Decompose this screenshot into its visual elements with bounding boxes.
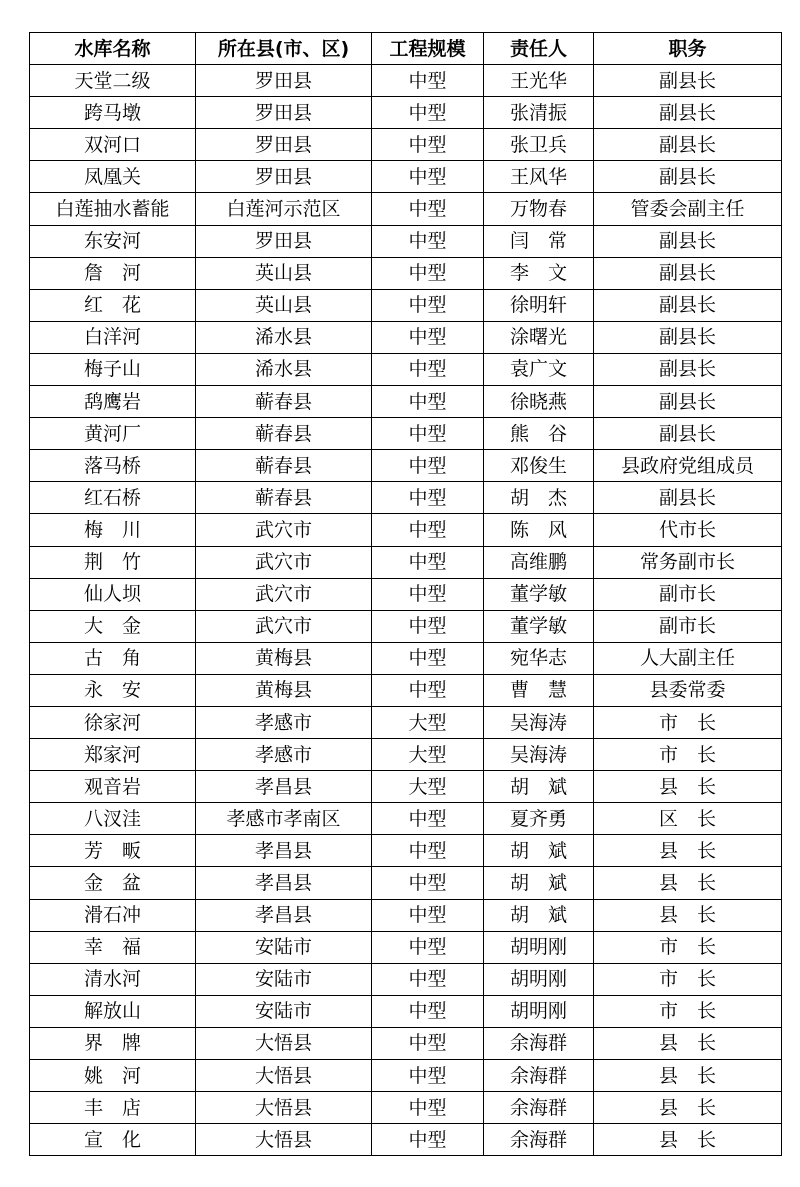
cell-county: 罗田县 [196,97,372,129]
cell-reservoir: 黄河厂 [30,418,196,450]
cell-reservoir: 红石桥 [30,482,196,514]
cell-reservoir: 荆 竹 [30,546,196,578]
cell-position: 副县长 [594,161,782,193]
table-row [30,642,782,674]
cell-person: 张卫兵 [484,129,594,161]
cell-person: 胡 斌 [484,899,594,931]
cell-scale: 大型 [372,739,484,771]
header-reservoir: 水库名称 [30,33,196,65]
cell-scale: 中型 [372,450,484,482]
table-row [30,1124,782,1156]
cell-person: 余海群 [484,1124,594,1156]
table-row [30,450,782,482]
cell-person: 熊 谷 [484,418,594,450]
cell-reservoir: 梅 川 [30,514,196,546]
cell-scale: 中型 [372,353,484,385]
cell-scale: 中型 [372,225,484,257]
cell-scale: 中型 [372,129,484,161]
table-row [30,546,782,578]
cell-position: 县 长 [594,899,782,931]
cell-reservoir: 宣 化 [30,1124,196,1156]
cell-reservoir: 徐家河 [30,706,196,738]
cell-person: 胡 斌 [484,835,594,867]
cell-scale: 中型 [372,321,484,353]
header-county: 所在县(市、区) [196,33,372,65]
cell-person: 吴海涛 [484,739,594,771]
table-row [30,514,782,546]
cell-county: 武穴市 [196,578,372,610]
cell-reservoir: 白莲抽水蓄能 [30,193,196,225]
cell-county: 浠水县 [196,321,372,353]
cell-person: 胡明刚 [484,931,594,963]
cell-county: 大悟县 [196,1060,372,1092]
cell-reservoir: 鸹鹰岩 [30,386,196,418]
cell-scale: 大型 [372,706,484,738]
cell-person: 胡 斌 [484,771,594,803]
cell-scale: 中型 [372,1092,484,1124]
cell-person: 夏齐勇 [484,803,594,835]
cell-position: 副市长 [594,610,782,642]
cell-reservoir: 解放山 [30,995,196,1027]
cell-scale: 中型 [372,65,484,97]
cell-scale: 中型 [372,161,484,193]
cell-position: 副县长 [594,289,782,321]
cell-person: 胡 斌 [484,867,594,899]
cell-reservoir: 滑石冲 [30,899,196,931]
cell-county: 武穴市 [196,546,372,578]
cell-reservoir: 落马桥 [30,450,196,482]
table-row [30,129,782,161]
cell-person: 陈 风 [484,514,594,546]
cell-scale: 大型 [372,771,484,803]
table-row [30,610,782,642]
cell-reservoir: 清水河 [30,963,196,995]
cell-position: 市 长 [594,739,782,771]
table-row [30,931,782,963]
table-row [30,353,782,385]
table-row [30,835,782,867]
cell-person: 董学敏 [484,578,594,610]
cell-reservoir: 梅子山 [30,353,196,385]
table-row [30,1092,782,1124]
cell-position: 市 长 [594,706,782,738]
cell-position: 市 长 [594,963,782,995]
cell-reservoir: 天堂二级 [30,65,196,97]
cell-reservoir: 白洋河 [30,321,196,353]
cell-scale: 中型 [372,995,484,1027]
table-row [30,289,782,321]
cell-county: 武穴市 [196,514,372,546]
cell-reservoir: 金 盆 [30,867,196,899]
table-row [30,225,782,257]
cell-position: 市 长 [594,995,782,1027]
table-row [30,321,782,353]
cell-county: 黄梅县 [196,642,372,674]
cell-person: 邓俊生 [484,450,594,482]
cell-scale: 中型 [372,610,484,642]
cell-county: 安陆市 [196,995,372,1027]
cell-county: 孝感市孝南区 [196,803,372,835]
table-row [30,1060,782,1092]
cell-reservoir: 芳 畈 [30,835,196,867]
cell-reservoir: 幸 福 [30,931,196,963]
cell-county: 孝昌县 [196,867,372,899]
cell-scale: 中型 [372,1124,484,1156]
cell-person: 徐明轩 [484,289,594,321]
cell-scale: 中型 [372,867,484,899]
cell-position: 副县长 [594,257,782,289]
table-row [30,65,782,97]
cell-position: 县 长 [594,1092,782,1124]
cell-position: 县 长 [594,835,782,867]
cell-person: 王光华 [484,65,594,97]
table-row [30,771,782,803]
cell-county: 武穴市 [196,610,372,642]
table-row [30,803,782,835]
cell-person: 袁广文 [484,353,594,385]
cell-person: 胡 杰 [484,482,594,514]
cell-reservoir: 郑家河 [30,739,196,771]
cell-scale: 中型 [372,482,484,514]
cell-scale: 中型 [372,386,484,418]
cell-position: 县 长 [594,867,782,899]
cell-person: 万物春 [484,193,594,225]
cell-person: 余海群 [484,1027,594,1059]
cell-county: 蕲春县 [196,450,372,482]
cell-reservoir: 东安河 [30,225,196,257]
cell-county: 罗田县 [196,225,372,257]
cell-position: 县委常委 [594,674,782,706]
cell-county: 罗田县 [196,129,372,161]
table-row [30,995,782,1027]
cell-reservoir: 凤凰关 [30,161,196,193]
cell-scale: 中型 [372,578,484,610]
table-row [30,963,782,995]
cell-reservoir: 双河口 [30,129,196,161]
cell-position: 副县长 [594,418,782,450]
cell-position: 常务副市长 [594,546,782,578]
cell-person: 胡明刚 [484,963,594,995]
table-row [30,867,782,899]
cell-person: 徐晓燕 [484,386,594,418]
cell-county: 大悟县 [196,1124,372,1156]
cell-person: 涂曙光 [484,321,594,353]
cell-reservoir: 丰 店 [30,1092,196,1124]
cell-position: 副县长 [594,321,782,353]
cell-position: 县 长 [594,1060,782,1092]
table-row [30,418,782,450]
cell-county: 黄梅县 [196,674,372,706]
table-row [30,706,782,738]
table-row [30,1027,782,1059]
cell-person: 余海群 [484,1092,594,1124]
header-person: 责任人 [484,33,594,65]
cell-scale: 中型 [372,642,484,674]
cell-position: 区 长 [594,803,782,835]
cell-position: 副县长 [594,97,782,129]
cell-county: 蕲春县 [196,386,372,418]
cell-position: 县政府党组成员 [594,450,782,482]
cell-reservoir: 跨马墩 [30,97,196,129]
cell-county: 蕲春县 [196,482,372,514]
cell-county: 英山县 [196,289,372,321]
cell-county: 孝昌县 [196,835,372,867]
cell-reservoir: 詹 河 [30,257,196,289]
cell-position: 县 长 [594,1027,782,1059]
cell-county: 罗田县 [196,65,372,97]
cell-position: 副县长 [594,65,782,97]
cell-county: 白莲河示范区 [196,193,372,225]
cell-reservoir: 姚 河 [30,1060,196,1092]
cell-scale: 中型 [372,193,484,225]
cell-scale: 中型 [372,514,484,546]
cell-position: 人大副主任 [594,642,782,674]
table-row [30,257,782,289]
cell-county: 罗田县 [196,161,372,193]
header-row [30,33,782,65]
cell-position: 县 长 [594,1124,782,1156]
cell-position: 副县长 [594,386,782,418]
cell-person: 宛华志 [484,642,594,674]
table-row [30,161,782,193]
cell-scale: 中型 [372,1060,484,1092]
cell-person: 董学敏 [484,610,594,642]
cell-county: 大悟县 [196,1027,372,1059]
cell-reservoir: 大 金 [30,610,196,642]
cell-position: 副县长 [594,353,782,385]
cell-reservoir: 古 角 [30,642,196,674]
cell-position: 副县长 [594,482,782,514]
cell-county: 大悟县 [196,1092,372,1124]
cell-position: 代市长 [594,514,782,546]
cell-position: 副市长 [594,578,782,610]
cell-reservoir: 观音岩 [30,771,196,803]
cell-reservoir: 八汊洼 [30,803,196,835]
cell-county: 英山县 [196,257,372,289]
cell-county: 安陆市 [196,931,372,963]
table-row [30,193,782,225]
table-body [30,65,782,1156]
cell-person: 吴海涛 [484,706,594,738]
cell-person: 高维鹏 [484,546,594,578]
cell-position: 副县长 [594,225,782,257]
cell-scale: 中型 [372,546,484,578]
table-row [30,482,782,514]
cell-scale: 中型 [372,97,484,129]
cell-person: 闫 常 [484,225,594,257]
cell-scale: 中型 [372,803,484,835]
table-row [30,97,782,129]
cell-position: 县 长 [594,771,782,803]
cell-county: 孝感市 [196,739,372,771]
cell-reservoir: 红 花 [30,289,196,321]
cell-scale: 中型 [372,963,484,995]
cell-scale: 中型 [372,289,484,321]
cell-scale: 中型 [372,899,484,931]
cell-person: 张清振 [484,97,594,129]
header-position: 职务 [594,33,782,65]
cell-county: 安陆市 [196,963,372,995]
table-row [30,674,782,706]
table-row [30,386,782,418]
cell-reservoir: 界 牌 [30,1027,196,1059]
cell-county: 蕲春县 [196,418,372,450]
cell-scale: 中型 [372,931,484,963]
table-row [30,899,782,931]
cell-person: 胡明刚 [484,995,594,1027]
cell-position: 市 长 [594,931,782,963]
cell-scale: 中型 [372,257,484,289]
cell-scale: 中型 [372,835,484,867]
cell-county: 孝昌县 [196,899,372,931]
cell-scale: 中型 [372,674,484,706]
table-row [30,578,782,610]
table-row [30,739,782,771]
cell-county: 浠水县 [196,353,372,385]
cell-county: 孝感市 [196,706,372,738]
cell-county: 孝昌县 [196,771,372,803]
cell-scale: 中型 [372,1027,484,1059]
cell-position: 副县长 [594,129,782,161]
cell-reservoir: 永 安 [30,674,196,706]
cell-person: 王风华 [484,161,594,193]
cell-person: 曹 慧 [484,674,594,706]
cell-position: 管委会副主任 [594,193,782,225]
cell-scale: 中型 [372,418,484,450]
cell-person: 李 文 [484,257,594,289]
header-scale: 工程规模 [372,33,484,65]
reservoir-responsibility-table [29,32,782,1156]
cell-reservoir: 仙人坝 [30,578,196,610]
cell-person: 余海群 [484,1060,594,1092]
